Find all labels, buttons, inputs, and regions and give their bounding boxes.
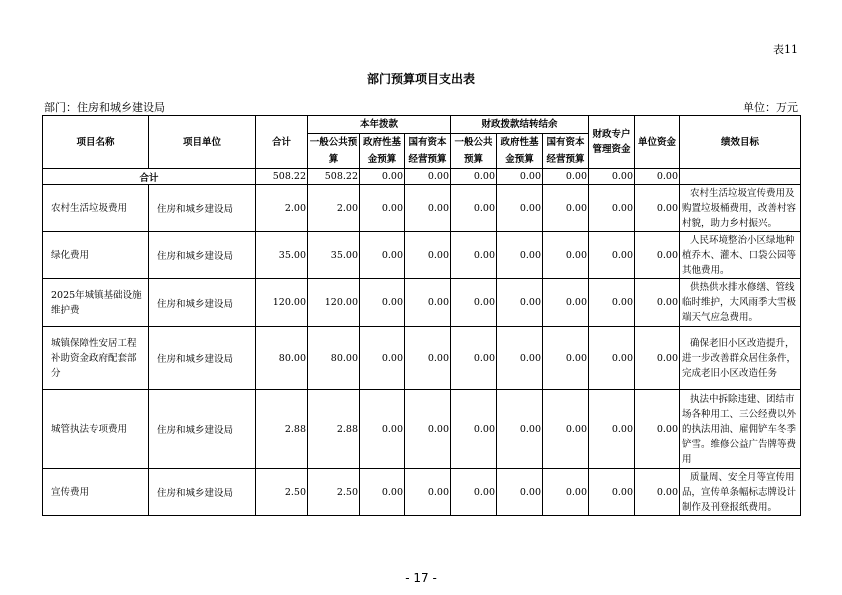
value-cell: 0.00: [405, 469, 451, 516]
value-cell: 0.00: [451, 469, 497, 516]
value-cell: 0.00: [451, 185, 497, 232]
value-cell: 0.00: [405, 390, 451, 469]
value-cell: 0.00: [360, 279, 405, 327]
value-cell: 0.00: [635, 185, 680, 232]
project-unit: 住房和城乡建设局: [149, 327, 256, 390]
value-cell: 0.00: [360, 390, 405, 469]
unit-label: 单位：万元: [743, 101, 798, 114]
value-cell: 0.00: [497, 390, 543, 469]
value-cell: 0.00: [589, 390, 635, 469]
value-cell: 0.00: [589, 232, 635, 279]
value-cell: 0.00: [451, 279, 497, 327]
header-total: 合计: [256, 116, 308, 169]
value-cell: 0.00: [543, 390, 589, 469]
project-unit: 住房和城乡建设局: [149, 390, 256, 469]
header-unit-fund: 单位资金: [635, 116, 680, 169]
summary-cell: 0.00: [543, 169, 589, 185]
budget-table: [42, 115, 801, 516]
value-cell: 0.00: [360, 232, 405, 279]
value-cell: 2.88: [308, 390, 360, 469]
value-cell: 0.00: [497, 279, 543, 327]
summary-row: [43, 169, 801, 185]
value-cell: 80.00: [308, 327, 360, 390]
header-project-unit: 项目单位: [149, 116, 256, 169]
header-special-fund: 财政专户管理资金: [589, 116, 635, 169]
value-cell: 0.00: [360, 469, 405, 516]
value-cell: 0.00: [360, 185, 405, 232]
value-cell: 0.00: [360, 327, 405, 390]
performance-goal: 质量周、安全月等宣传用品，宣传单条幅标志牌设计制作及刊登报纸费用。: [680, 469, 801, 516]
value-cell: 0.00: [635, 279, 680, 327]
value-cell: 0.00: [451, 390, 497, 469]
header-current-year: 本年拨款: [308, 116, 451, 134]
project-unit: 住房和城乡建设局: [149, 279, 256, 327]
summary-goal-cell: [680, 169, 801, 185]
value-cell: 0.00: [543, 327, 589, 390]
value-cell: 0.00: [589, 327, 635, 390]
project-name: 2025年城镇基础设施维护费: [43, 279, 149, 327]
value-cell: 0.00: [497, 469, 543, 516]
table-row: [43, 390, 801, 469]
summary-cell: 0.00: [497, 169, 543, 185]
value-cell: 2.50: [256, 469, 308, 516]
table-row: [43, 185, 801, 232]
table-row: [43, 327, 801, 390]
value-cell: 0.00: [405, 279, 451, 327]
project-unit: 住房和城乡建设局: [149, 469, 256, 516]
performance-goal: 人民环境整治小区绿地种植乔木、灌木、口袋公园等其他费用。: [680, 232, 801, 279]
summary-cell: 0.00: [635, 169, 680, 185]
project-name: 绿化费用: [43, 232, 149, 279]
summary-cell: 508.22: [308, 169, 360, 185]
header-general-budget: 一般公共预算: [308, 134, 360, 169]
summary-cell: 0.00: [589, 169, 635, 185]
value-cell: 0.00: [497, 327, 543, 390]
header-state-capital: 国有资本经营预算: [405, 134, 451, 169]
value-cell: 35.00: [256, 232, 308, 279]
value-cell: 0.00: [543, 469, 589, 516]
value-cell: 35.00: [308, 232, 360, 279]
project-name: 宣传费用: [43, 469, 149, 516]
header-gov-fund: 政府性基金预算: [360, 134, 405, 169]
project-name: 城管执法专项费用: [43, 390, 149, 469]
value-cell: 0.00: [635, 327, 680, 390]
value-cell: 0.00: [405, 232, 451, 279]
performance-goal: 执法中拆除违建、团结市场各种用工、三公经费以外的执法用油、雇佣铲车冬季铲雪。维修公益广告牌等费用: [680, 390, 801, 469]
value-cell: 0.00: [543, 232, 589, 279]
table-row: [43, 232, 801, 279]
value-cell: 0.00: [589, 185, 635, 232]
value-cell: 0.00: [405, 185, 451, 232]
value-cell: 0.00: [589, 279, 635, 327]
value-cell: 120.00: [308, 279, 360, 327]
value-cell: 0.00: [635, 469, 680, 516]
table-number: 表11: [773, 43, 798, 56]
value-cell: 0.00: [543, 279, 589, 327]
summary-cell: 0.00: [360, 169, 405, 185]
value-cell: 2.88: [256, 390, 308, 469]
summary-label: 合计: [43, 169, 256, 185]
performance-goal: 农村生活垃圾宣传费用及购置垃圾桶费用，改善村容村貌，助力乡村振兴。: [680, 185, 801, 232]
header-project-name: 项目名称: [43, 116, 149, 169]
department-label: 部门：住房和城乡建设局: [44, 101, 165, 114]
value-cell: 0.00: [497, 185, 543, 232]
value-cell: 0.00: [543, 185, 589, 232]
value-cell: 120.00: [256, 279, 308, 327]
summary-cell: 508.22: [256, 169, 308, 185]
value-cell: 0.00: [635, 390, 680, 469]
value-cell: 0.00: [497, 232, 543, 279]
value-cell: 0.00: [451, 232, 497, 279]
summary-cell: 0.00: [451, 169, 497, 185]
value-cell: 0.00: [589, 469, 635, 516]
table-row: [43, 469, 801, 516]
value-cell: 2.00: [308, 185, 360, 232]
header-carryover: 财政拨款结转结余: [451, 116, 589, 134]
performance-goal: 确保老旧小区改造提升，进一步改善群众居住条件，完成老旧小区改造任务: [680, 327, 801, 390]
project-unit: 住房和城乡建设局: [149, 185, 256, 232]
summary-cell: 0.00: [405, 169, 451, 185]
project-name: 农村生活垃圾费用: [43, 185, 149, 232]
page-number: - 17 -: [405, 571, 437, 585]
project-unit: 住房和城乡建设局: [149, 232, 256, 279]
value-cell: 2.50: [308, 469, 360, 516]
header-carry-general-budget: 一般公共预算: [451, 134, 497, 169]
value-cell: 2.00: [256, 185, 308, 232]
value-cell: 80.00: [256, 327, 308, 390]
value-cell: 0.00: [405, 327, 451, 390]
document-title: 部门预算项目支出表: [366, 72, 475, 86]
header-carry-state-capital: 国有资本经营预算: [543, 134, 589, 169]
value-cell: 0.00: [451, 327, 497, 390]
header-performance: 绩效目标: [680, 116, 801, 169]
performance-goal: 供热供水排水修缮、管线临时维护，大风雨季大雪极端天气应急费用。: [680, 279, 801, 327]
project-name: 城镇保障性安居工程补助资金政府配套部分: [43, 327, 149, 390]
header-carry-gov-fund: 政府性基金预算: [497, 134, 543, 169]
value-cell: 0.00: [635, 232, 680, 279]
table-row: [43, 279, 801, 327]
